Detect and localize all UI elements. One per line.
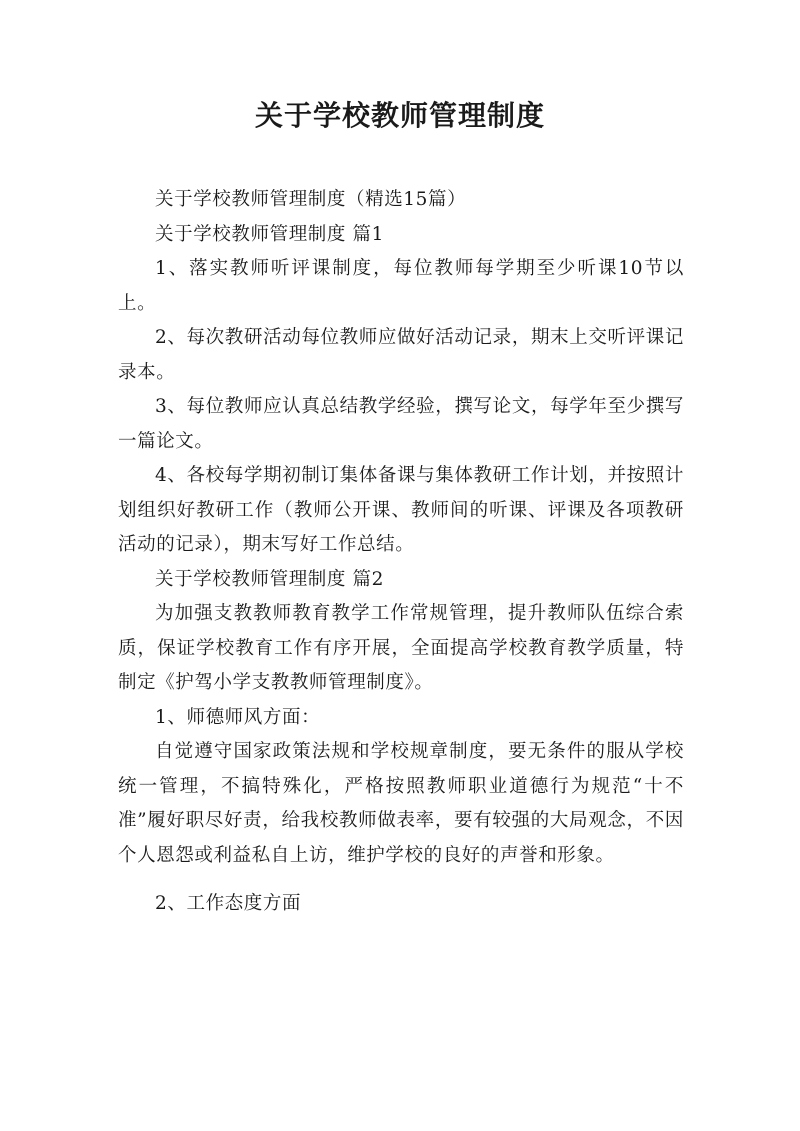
paragraph: 2、每次教研活动每位教师应做好活动记录，期末上交听评课记录本。 (118, 327, 684, 383)
paragraph: 为加强支教教师教育教学工作常规管理，提升教师队伍综合索质，保证学校教育工作有序开展，全面提高学校教育教学质量，特制定《护驾小学支教教师管理制度》。 (118, 603, 684, 693)
paragraph: 关于学校教师管理制度 篇1 (155, 223, 384, 245)
paragraph: 4、各校每学期初制订集体备课与集体教研工作计划，并按照计划组织好教研工作（教师公开课、教师间的听课、评课及各项教研活动的记录），期末写好工作总结。 (118, 465, 684, 555)
paragraph: 2、工作态度方面 (155, 893, 302, 914)
paragraph: 3、每位教师应认真总结教学经验，撰写论文，每学年至少撰写一篇论文。 (118, 396, 684, 452)
paragraph: 1、师德师风方面： (155, 706, 321, 728)
paragraph: 关于学校教师管理制度（精选15篇） (155, 189, 467, 210)
document-body (118, 183, 684, 922)
paragraph: 1、落实教师听评课制度，每位教师每学期至少听课10节以上。 (118, 258, 684, 314)
paragraph: 自觉遵守国家政策法规和学校规章制度，要无条件的服从学校统一管理，不搞特殊化，严格按照教师职业道德行为规范“十不准”履好职尽好责，给我校教师做表率，要有较强的大局观念，不因个人恩怨或利益私自上访，维护学校的良好的声誉和形象。 (118, 741, 684, 866)
paragraph: 关于学校教师管理制度 篇2 (155, 568, 384, 590)
document-title: 关于学校教师管理制度 (254, 99, 545, 132)
